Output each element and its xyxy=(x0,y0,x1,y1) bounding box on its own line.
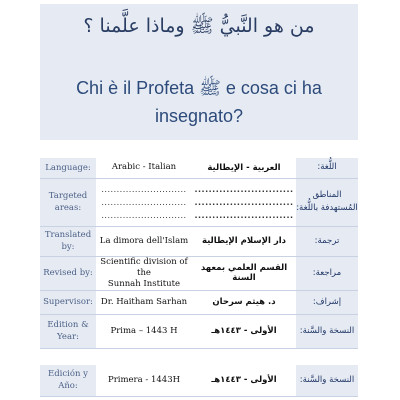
label-supervisor-ar: إشراف: xyxy=(296,290,358,314)
dotted-line: ............................ xyxy=(101,184,187,194)
label-edicion-ano-ar: النسخة والسَّنة: xyxy=(296,365,358,397)
value-supervisor-ar: د. هيثم سرحان xyxy=(192,290,296,314)
value-edicion-ano-en: Primera - 1443H xyxy=(96,365,192,397)
value-language-en: Arabic - Italian xyxy=(96,158,192,178)
table-row-targeted-areas xyxy=(40,178,358,226)
value-language-ar: العربية - الإيطالية xyxy=(192,158,296,178)
metadata-table xyxy=(40,158,358,397)
label-supervisor-en: Supervisor: xyxy=(40,290,96,314)
label-edition-year-ar: النسخة والسَّنة: xyxy=(296,314,358,348)
value-revised-by-en xyxy=(96,256,192,290)
title-banner xyxy=(40,4,358,140)
value-revised-by-line1: Scientific division of the xyxy=(100,256,188,278)
page-title-italian-line1: Chi è il Profeta ﷺ e cosa ci ha xyxy=(76,78,322,98)
page-title-italian-line2: insegnato? xyxy=(154,106,244,126)
label-revised-by-ar: مراجعة: xyxy=(296,256,358,290)
table-row-supervisor xyxy=(40,290,358,314)
value-translated-by-en: La dimora dell'Islam xyxy=(96,226,192,256)
value-targeted-areas-ar xyxy=(192,178,296,226)
label-targeted-areas-ar: المناطق المُستهدفة باللُّغة: xyxy=(296,178,358,226)
dotted-line: ............................ xyxy=(194,184,294,194)
value-edicion-ano-ar: الأولى - ١٤٤٣هـ xyxy=(192,365,296,397)
label-edition-year-en xyxy=(40,314,96,348)
table-row-edicion-ano xyxy=(40,365,358,397)
label-revised-by-en: Revised by: xyxy=(40,256,96,290)
dotted-line: ............................ xyxy=(194,210,294,220)
label-edition-line2: Year: xyxy=(57,332,79,342)
label-edition-line1: Edition & xyxy=(47,320,89,330)
page-title-italian xyxy=(40,74,358,130)
table-row-language xyxy=(40,158,358,178)
table-row-revised-by xyxy=(40,256,358,290)
label-edicion-ano-en xyxy=(40,365,96,397)
value-edition-year-en: Prima – 1443 H xyxy=(96,314,192,348)
value-edition-year-ar: الأولى - ١٤٤٣هـ xyxy=(192,314,296,348)
label-targeted-areas-en: Targeted areas: xyxy=(40,178,96,226)
value-supervisor-en: Dr. Haitham Sarhan xyxy=(96,290,192,314)
value-revised-by-ar: القسم العلمي بمعهد السنة xyxy=(192,256,296,290)
value-translated-by-ar: دار الإسلام الإيطالية xyxy=(192,226,296,256)
table-row-edition-year xyxy=(40,314,358,348)
label-edicion-line2: Año: xyxy=(58,381,78,392)
value-targeted-areas-en xyxy=(96,178,192,226)
label-translated-by-ar: ترجمة: xyxy=(296,226,358,256)
page-title-arabic: من هو النَّبيُّ ﷺ وماذا علَّمنا ؟ xyxy=(83,15,315,37)
dotted-line: ............................ xyxy=(101,210,187,220)
table-row-translated-by xyxy=(40,226,358,256)
value-revised-by-line2: Sunnah Institute xyxy=(107,278,181,289)
label-language-ar: اللُّغة: xyxy=(296,158,358,178)
label-edicion-line1: Edición y xyxy=(48,369,88,380)
table-gap xyxy=(40,348,358,365)
label-language-en: Language: xyxy=(40,158,96,178)
label-translated-by-en: Translated by: xyxy=(40,226,96,256)
dotted-line: ............................ xyxy=(194,197,294,207)
dotted-line: ............................ xyxy=(101,197,187,207)
